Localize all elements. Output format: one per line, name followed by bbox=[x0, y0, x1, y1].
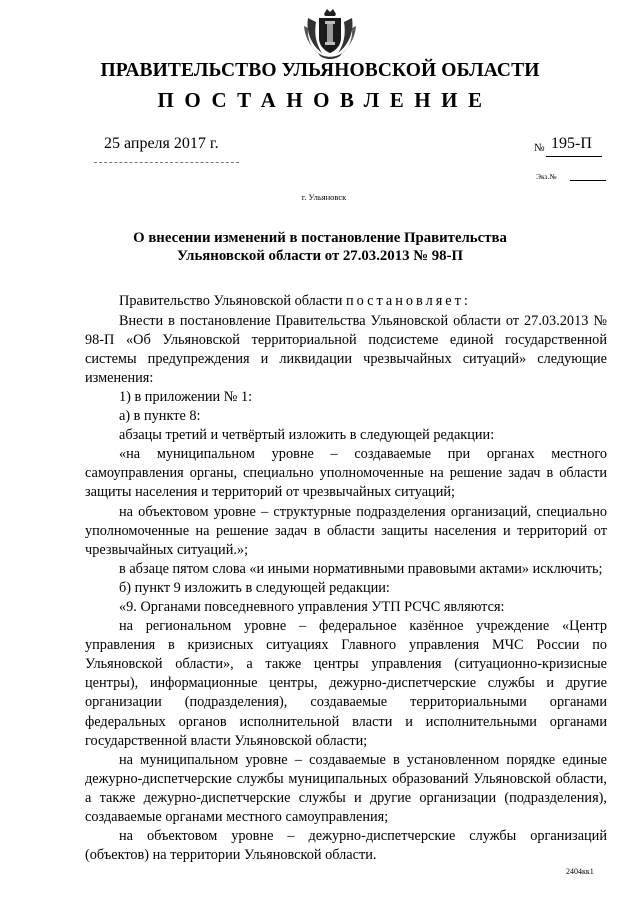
preamble-verb: постановляет: bbox=[345, 293, 471, 309]
paragraph: на объектовом уровне – структурные подразделения организаций, специально уполномоченные на решение задач в области защиты населения и территорий от чрезвычайных ситуаций.»; bbox=[85, 503, 607, 558]
document-body bbox=[85, 292, 607, 865]
date-underline bbox=[94, 162, 239, 163]
paragraph: а) в пункте 8: bbox=[119, 408, 201, 425]
paragraph: в абзаце пятом слова «и иными нормативными правовыми актами» исключить; bbox=[119, 560, 603, 577]
document-type: ПОСТАНОВЛЕНИЕ bbox=[157, 88, 493, 112]
paragraph: Внести в постановление Правительства Ульяновской области от 27.03.2013 № 98-П «Об Ульяновской территориальной подсистеме единой государственной системы предупреждения и ликвидации чрезвычайных ситуаций» следующие изменения: bbox=[85, 312, 607, 386]
preamble-text: Правительство Ульяновской области bbox=[119, 293, 346, 309]
paragraph: «на муниципальном уровне – создаваемые при органах местного самоуправления органы, специально уполномоченные на решение задач в области защиты населения и территорий от чрезвычайных ситуаций; bbox=[85, 446, 607, 501]
paragraph: абзацы третий и четвёртый изложить в следующей редакции: bbox=[119, 427, 495, 444]
number-underline bbox=[546, 156, 602, 157]
subject-line-1: О внесении изменений в постановление Правительства bbox=[133, 230, 507, 246]
paragraph: «9. Органами повседневного управления УТП РСЧС являются: bbox=[119, 599, 505, 615]
paragraph: на объектовом уровне – дежурно-диспетчерские службы организаций (объектов) на территории Ульяновской области. bbox=[85, 828, 607, 864]
paragraph: 1) в приложении № 1: bbox=[119, 388, 253, 405]
subject-line-2: Ульяновской области от 27.03.2013 № 98-П bbox=[176, 248, 464, 264]
paragraph: б) пункт 9 изложить в следующей редакции: bbox=[119, 579, 390, 596]
government-title: ПРАВИТЕЛЬСТВО УЛЬЯНОВСКОЙ ОБЛАСТИ bbox=[100, 60, 540, 81]
paragraph: на региональном уровне – федеральное казённое учреждение «Центр управления в кризисных ситуациях Главного управления МЧС России по Ульяновской области», а также центры управления (ситуационно-кризисные центры), информационные центры, дежурно-диспетчерские службы и другие организации (подразделения), создаваемые территориальными органами федеральных органов исполнительной власти и исполнительными органами государственной власти Ульяновской области; bbox=[85, 618, 607, 749]
footer-code: 2404кк1 bbox=[566, 867, 594, 876]
document-number: 195-П bbox=[551, 135, 592, 152]
city: г. Ульяновск bbox=[301, 192, 347, 202]
paragraph: на муниципальном уровне – создаваемые в установленном порядке единые дежурно-диспетчерские службы муниципальных образований Ульяновской области, а также дежурно-диспетчерские службы и другие организации (подразделения), создаваемые органами местного самоуправления; bbox=[85, 751, 607, 826]
document-date: 25 апреля 2017 г. bbox=[104, 135, 219, 152]
copy-number-label: Экз.№ bbox=[536, 172, 557, 181]
number-sign: № bbox=[534, 142, 545, 154]
copy-number-line bbox=[570, 180, 606, 181]
document-subject bbox=[0, 229, 640, 265]
preamble bbox=[85, 292, 607, 311]
coat-of-arms-icon bbox=[302, 6, 358, 60]
